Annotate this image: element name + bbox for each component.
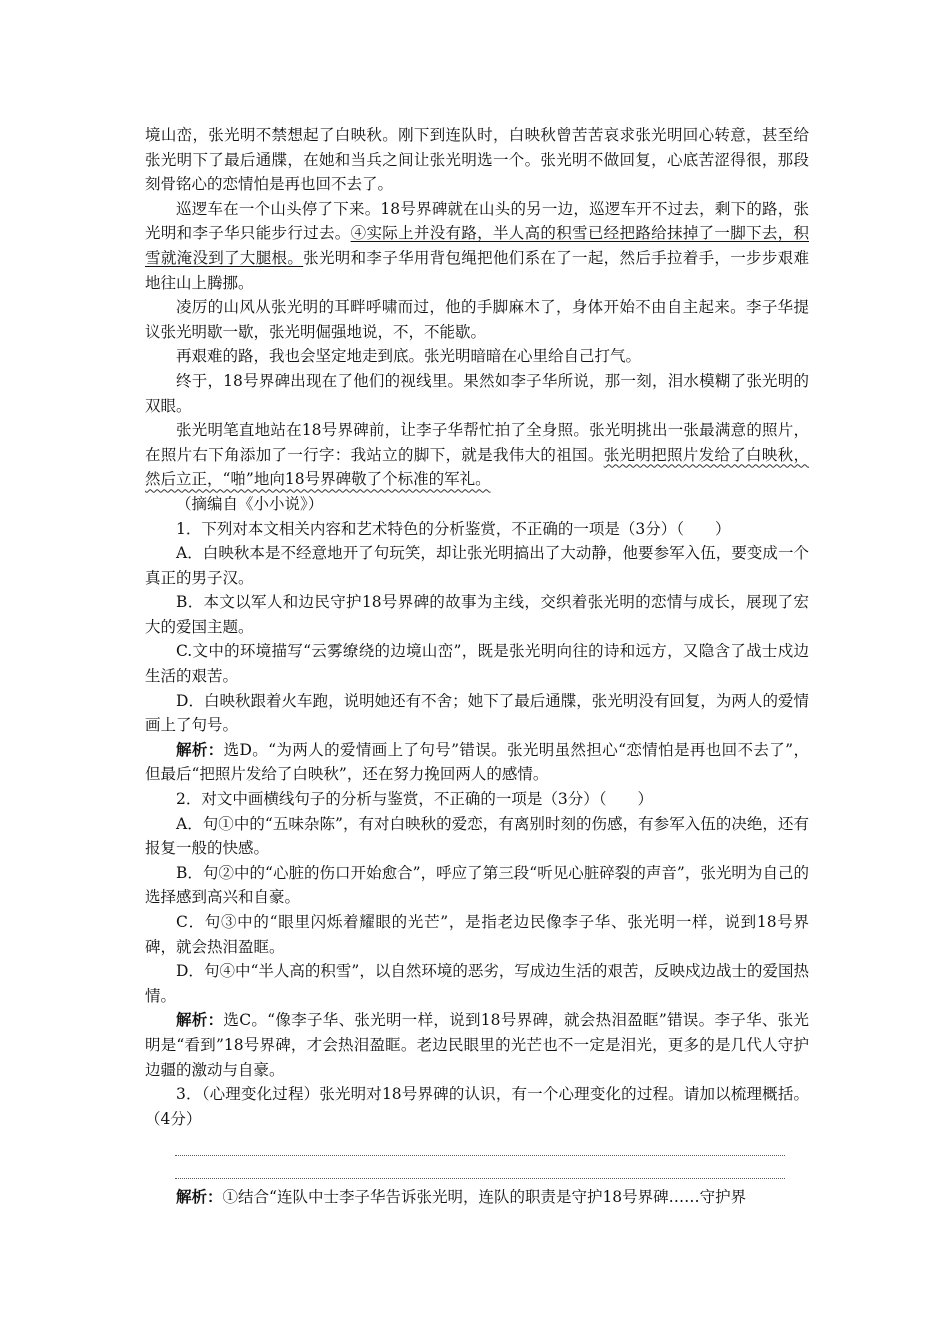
story-paragraph-2-text-b: 张光明和李子华用背包绳把他们系在了一起，然后手拉着手，一步步艰难地往山上腾挪。 bbox=[145, 248, 809, 292]
question-2-option-b: B．句②中的“心脏的伤口开始愈合”，呼应了第三段“听见心脏碎裂的声音”，张光明为自己的选择感到高兴和自豪。 bbox=[145, 863, 809, 907]
story-paragraph-2 bbox=[145, 197, 809, 295]
question-1-stem: 1．下列对本文相关内容和艺术特色的分析鉴赏，不正确的一项是（3分）（ ） bbox=[176, 519, 731, 538]
story-paragraph-2-text-a: 巡逻车在一个山头停了下来。18号界碑就在山头的另一边，巡逻车开不过去，剩下的路，张光明和李子华只能步行过去。 bbox=[145, 199, 809, 243]
analysis-label: 解析： bbox=[176, 739, 224, 759]
story-paragraph-6 bbox=[145, 418, 809, 492]
analysis-text: 选C。“像李子华、张光明一样，说到18号界碑，就会热泪盈眶”错误。李子华、张光明是“看到”18号界碑，才会热泪盈眶。老边民眼里的光芒也不一定是泪光，更多的是几代人守护边疆的激动与自豪。 bbox=[145, 1011, 809, 1079]
question-1-analysis bbox=[145, 738, 809, 787]
question-3-analysis bbox=[145, 1185, 809, 1210]
answer-line-1[interactable] bbox=[175, 1133, 785, 1156]
analysis-text: 选D。“为两人的爱情画上了句号”错误。张光明虽然担心“恋情怕是再也回不去了”，但最后“把照片发给了白映秋”，还在努力挽回两人的感情。 bbox=[145, 740, 809, 784]
analysis-text: ①结合“连队中士李子华告诉张光明，连队的职责是守护18号界碑……守护界 bbox=[222, 1188, 747, 1207]
analysis-label: 解析： bbox=[176, 1187, 223, 1207]
story-paragraph-6-text: 张光明笔直地站在18号界碑前，让李子华帮忙拍了全身照。张光明挑出一张最满意的照片，在照片右下角添加了一行字：我站立的脚下，就是我伟大的祖国。 bbox=[145, 421, 809, 464]
story-paragraph-3: 凌厉的山风从张光明的耳畔呼啸而过，他的手脚麻木了，身体开始不由自主起来。李子华提议张光明歇一歇，张光明倔强地说，不，不能歇。 bbox=[145, 298, 809, 341]
question-2-analysis bbox=[145, 1008, 809, 1082]
question-2-option-c: C．句③中的“眼里闪烁着耀眼的光芒”，是指老边民像李子华、张光明一样，说到18号界碑，就会热泪盈眶。 bbox=[145, 913, 809, 956]
underlined-sentence-4: ④实际上并没有路，半人高的积雪已经把路给抹掉了一脚下去，积雪就淹没到了大腿根。 bbox=[145, 224, 809, 267]
wavy-underlined-sentence: 张光明把照片发给了白映秋，然后立正，“啪”地向18号界碑敬了个标准的军礼。 bbox=[145, 445, 809, 489]
question-1-option-d: D．白映秋跟着火车跑，说明她还有不舍；她下了最后通牒，张光明没有回复，为两人的爱情画上了句号。 bbox=[145, 691, 809, 735]
question-1-option-a: A．白映秋本是不经意地开了句玩笑，却让张光明搞出了大动静，他要参军入伍，要变成一个真正的男子汉。 bbox=[145, 544, 809, 587]
answer-line-2[interactable] bbox=[175, 1156, 785, 1179]
question-1-option-b: B．本文以军人和边民守护18号界碑的故事为主线，交织着张光明的恋情与成长，展现了宏大的爱国主题。 bbox=[145, 593, 809, 636]
answer-area bbox=[145, 1133, 809, 1179]
source-citation: （摘编自《小小说》） bbox=[176, 494, 324, 513]
question-2-option-d: D．句④中“半人高的积雪”，以自然环境的恶劣，写成边生活的艰苦，反映戍边战士的爱国热情。 bbox=[145, 962, 809, 1005]
analysis-label: 解析： bbox=[176, 1010, 224, 1030]
question-2-option-a: A．句①中的“五味杂陈”，有对白映秋的爱恋，有离别时刻的伤感，有参军入伍的决绝，还有报复一般的快感。 bbox=[145, 814, 809, 858]
document-body bbox=[145, 123, 809, 1210]
question-2-stem: 2．对文中画横线句子的分析与鉴赏，不正确的一项是（3分）（ ） bbox=[176, 790, 653, 809]
question-3-stem: 3．（心理变化过程）张光明对18号界碑的认识，有一个心理变化的过程。请加以梳理概括。（4分） bbox=[145, 1085, 809, 1128]
question-1-option-c: C.文中的环境描写“云雾缭绕的边境山峦”，既是张光明向往的诗和远方，又隐含了战士戍边生活的艰苦。 bbox=[145, 642, 809, 686]
story-paragraph-1: 境山峦，张光明不禁想起了白映秋。刚下到连队时，白映秋曾苦苦哀求张光明回心转意，甚至给张光明下了最后通牒，在她和当兵之间让张光明选一个。张光明不做回复，心底苦涩得很，那段刻骨铭心的恋情怕是再也回不去了。 bbox=[145, 126, 809, 194]
story-paragraph-4: 再艰难的路，我也会坚定地走到底。张光明暗暗在心里给自己打气。 bbox=[176, 347, 642, 366]
story-paragraph-5: 终于，18号界碑出现在了他们的视线里。果然如李子华所说，那一刻，泪水模糊了张光明的双眼。 bbox=[145, 371, 809, 415]
